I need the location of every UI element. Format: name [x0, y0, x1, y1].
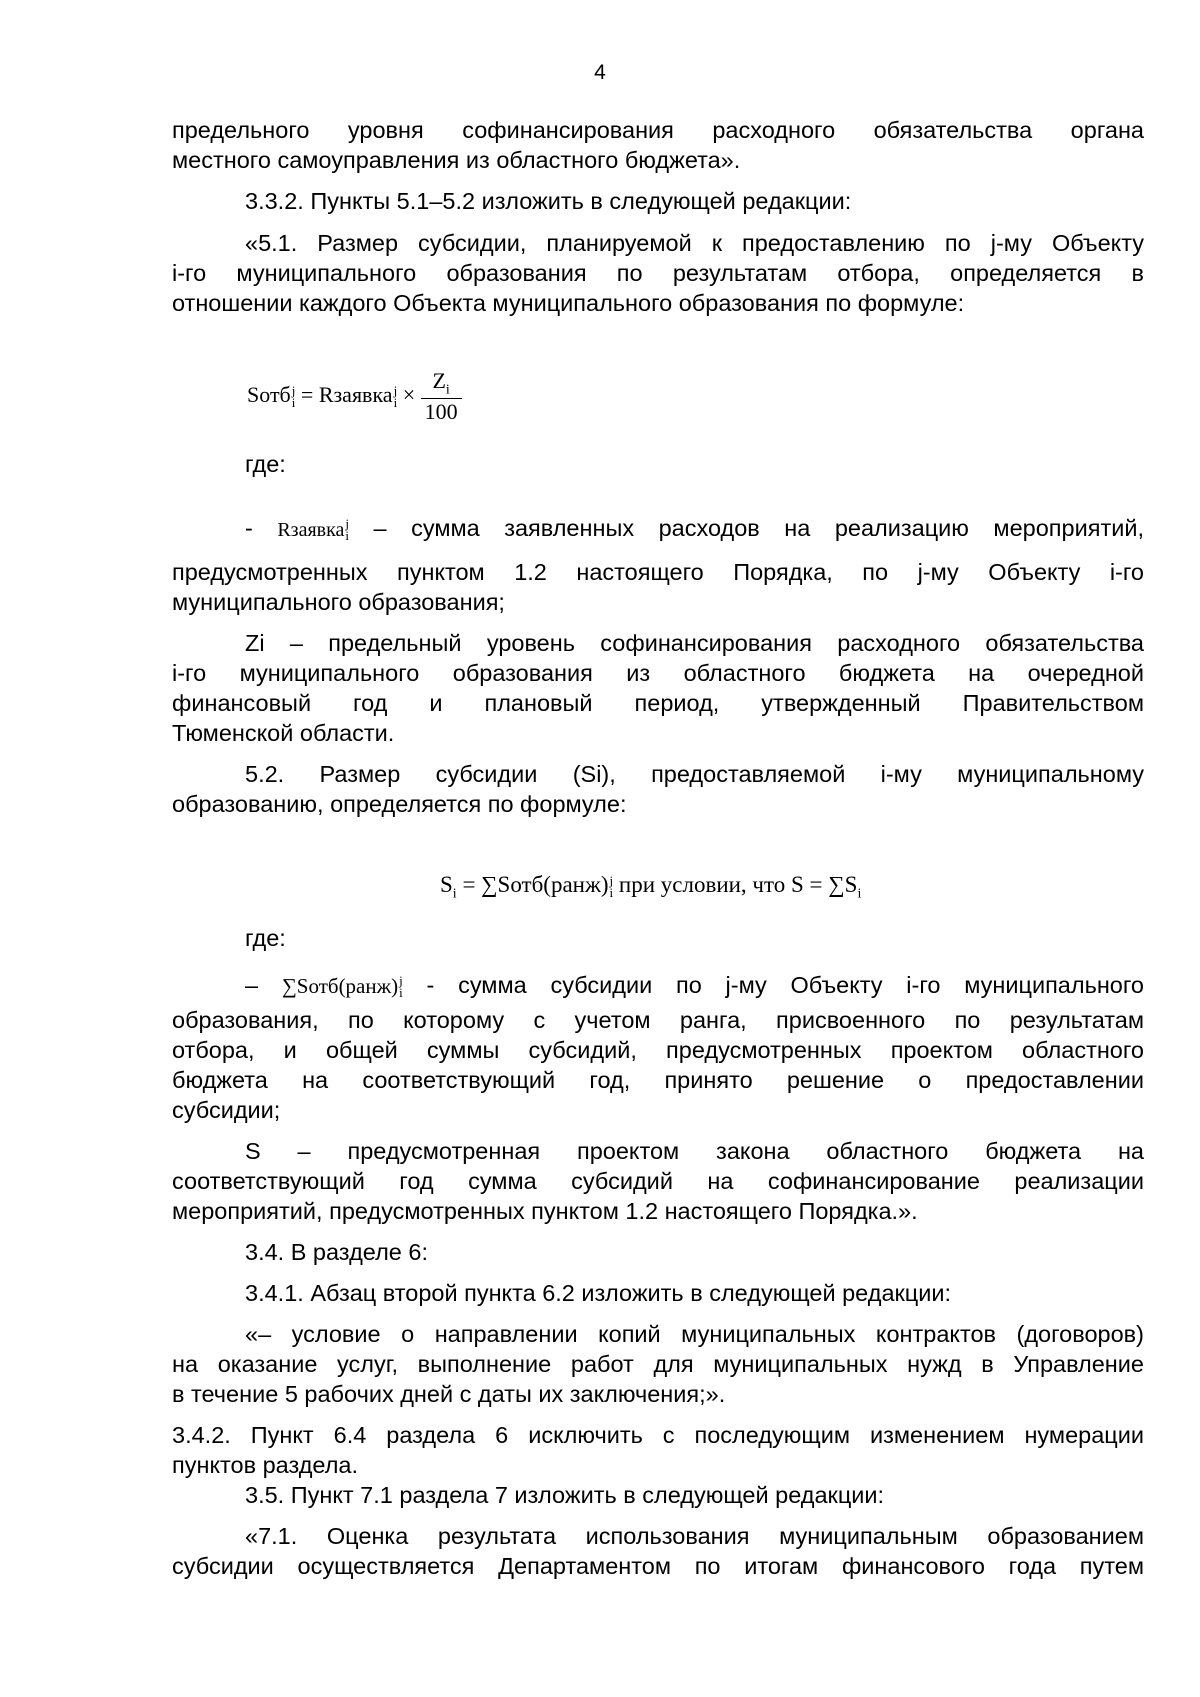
- paragraph-line: 3.4. В разделе 6:: [245, 1239, 428, 1265]
- paragraph-line: отбора, и общей суммы субсидий, предусмотренных проектом областного: [172, 1037, 1144, 1063]
- paragraph-line: Zi – предельный уровень софинансирования расходного обязательства: [245, 630, 1144, 656]
- paragraph-line: соответствующий год сумма субсидий на софинансирование реализации: [172, 1168, 1144, 1194]
- paragraph-line: 3.4.1. Абзац второй пункта 6.2 изложить в следующей редакции:: [245, 1280, 952, 1306]
- paragraph-line: «5.1. Размер субсидии, планируемой к предоставлению по j-му Объекту: [245, 230, 1144, 256]
- paragraph-line: бюджета на соответствующий год, принято решение о предоставлении: [172, 1067, 1144, 1093]
- formula-index: j i: [393, 382, 398, 410]
- paragraph-line: финансовый год и плановый период, утвержденный Правительством: [172, 690, 1144, 716]
- paragraph-line: на оказание услуг, выполнение работ для муниципальных нужд в Управление: [172, 1351, 1144, 1377]
- paragraph-line: i-го муниципального образования из областного бюджета на очередной: [172, 660, 1144, 686]
- paragraph-line: мероприятий, предусмотренных пунктом 1.2 настоящего Порядка.».: [172, 1198, 918, 1224]
- paragraph-line: S – предусмотренная проектом закона областного бюджета на: [245, 1138, 1144, 1164]
- paragraph-line: предусмотренных пунктом 1.2 настоящего Порядка, по j-му Объекту i-го: [172, 559, 1144, 585]
- paragraph-line: Тюменской области.: [172, 720, 395, 746]
- paragraph-line: где:: [245, 925, 286, 951]
- definition-line: – ∑Sотб(ранж) j i - сумма субсидии по j-му Объекту i-го муниципального: [245, 972, 1144, 1000]
- paragraph-line: образованию, определяется по формуле:: [172, 791, 627, 817]
- formula-sotb: [247, 368, 462, 425]
- paragraph-line: «– условие о направлении копий муниципальных контрактов (договоров): [245, 1321, 1144, 1347]
- formula-term: =: [295, 381, 319, 407]
- paragraph-line: отношении каждого Объекта муниципального образования по формуле:: [172, 290, 965, 316]
- paragraph-line: субсидии осуществляется Департаментом по итогам финансового года путем: [172, 1553, 1144, 1579]
- paragraph-line: в течение 5 рабочих дней с даты их заключения;».: [172, 1381, 726, 1407]
- definition-line: - Rзаявка j i – сумма заявленных расходов на реализацию мероприятий,: [245, 515, 1144, 543]
- formula-si: $S_i$ = ∑Sотб(ранж) j i при условии, что $S = \sum S_i$: [440, 872, 862, 902]
- formula-term: ×: [397, 381, 421, 407]
- paragraph-line: i-го муниципального образования по результатам отбора, определяется в: [172, 260, 1144, 286]
- paragraph-line: предельного уровня софинансирования расходного обязательства органа: [172, 117, 1144, 143]
- paragraph-line: субсидии;: [172, 1097, 281, 1123]
- paragraph-line: муниципального образования;: [172, 589, 505, 615]
- formula-index: j i: [291, 382, 296, 410]
- paragraph-line: пунктов раздела.: [172, 1452, 359, 1478]
- formula-fraction: $\frac{Z_i}{100}$: [421, 368, 462, 425]
- paragraph-line: 3.4.2. Пункт 6.4 раздела 6 исключить с последующим изменением нумерации: [172, 1422, 1144, 1448]
- paragraph-line: 3.3.2. Пункты 5.1–5.2 изложить в следующей редакции:: [245, 188, 852, 214]
- paragraph-line: где:: [245, 451, 286, 477]
- paragraph-line: 5.2. Размер субсидии (Si), предоставляемой i-му муниципальному: [245, 761, 1144, 787]
- formula-term: Sотб: [247, 381, 291, 407]
- page-number: 4: [594, 61, 606, 84]
- paragraph-line: 3.5. Пункт 7.1 раздела 7 изложить в следующей редакции:: [245, 1482, 885, 1508]
- paragraph-line: местного самоуправления из областного бюджета».: [172, 147, 741, 173]
- paragraph-line: «7.1. Оценка результата использования муниципальным образованием: [245, 1523, 1144, 1549]
- paragraph-line: образования, по которому с учетом ранга, присвоенного по результатам: [172, 1007, 1144, 1033]
- formula-term: Rзаявка: [318, 381, 393, 407]
